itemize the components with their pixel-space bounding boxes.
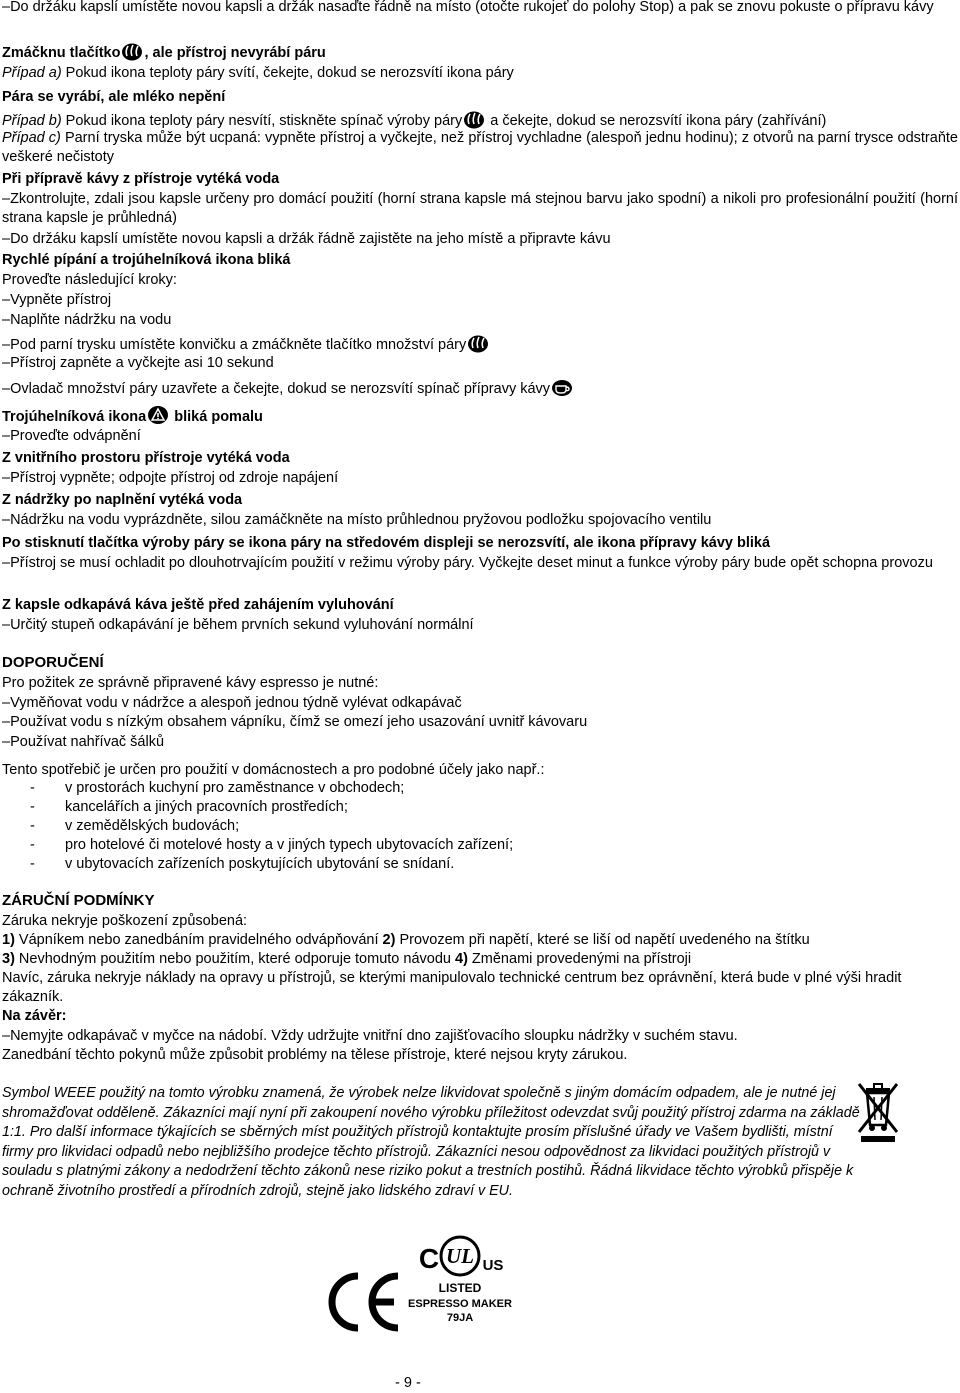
list-item: - v ubytovacích zařízeních poskytujících ubytování se snídaní. [30, 855, 513, 874]
line-dripping-normal: – Určitý stupeň odkapávání je během prvních sekund vyluhování normální [2, 616, 958, 635]
ce-mark-graphic [322, 1268, 404, 1336]
warranty-title: ZÁRUČNÍ PODMÍNKY [2, 892, 155, 909]
heading-milk-not-foaming: Pára se vyrábí, ale mléko nepění [2, 89, 226, 105]
list-item: - v prostorách kuchyní pro zaměstnance v obchodech; [30, 779, 513, 798]
conclusion-line-1: – Nemyjte odkapávač v myčce na nádobí. Vždy udržujte vnitřní dno zajišťovacího sloupku nádržky v suchém stavu. [2, 1027, 958, 1046]
line-step-close-steam: – Ovladač množství páry uzavřete a čekejte, dokud se nerozsvítí spínač přípravy kávy [2, 377, 958, 399]
recommend-title: DOPORUČENÍ [2, 654, 104, 671]
ul-listed-mark [398, 1234, 522, 1326]
line-steps-intro: Proveďte následující kroky: [2, 272, 177, 288]
case-b: Případ b) Pokud ikona teploty páry nesvítí, stiskněte spínač výroby páry a čekejte, dokud se nerozsvítí ikona páry (zahřívání) [2, 109, 958, 131]
line-step-jug: – Pod parní trysku umístěte konvičku a zmáčkněte tlačítko množství páry [2, 333, 958, 355]
warranty-items-3-4: 3) Nevhodným použitím nebo použitím, které odporuje tomuto návodu 4) Změnami provedenými na přístroji [2, 951, 692, 967]
case-c: Případ c) Parní tryska může být ucpaná: vypněte přístroj a vyčkejte, než přístroj vychladne (alespoň jednu hodinu); z otvorů na parní trysce odstraňte veškeré nečistoty [2, 130, 958, 165]
svg-text:ESPRESSO MAKER: ESPRESSO MAKER [408, 1298, 512, 1310]
heading-capsule-drips: Z kapsle odkapává káva ještě před zahájením vyluhování [2, 597, 394, 613]
line-check-capsules: – Zkontrolujte, zdali jsou kapsle určeny pro domácí použití (horní strana kapsle má stejnou barvu jako spodní) a nikoli pro profesionální použití (horní strana kapsle je průhledná) [2, 190, 958, 228]
warranty-intro: Záruka nekryje poškození způsobená: [2, 913, 248, 929]
line-insert-new-capsule: – Do držáku kapslí umístěte novou kapsli a držák řádně zajistěte na jeho místě a připravte kávu [2, 230, 958, 249]
conclusion-title: Na závěr: [2, 1008, 67, 1024]
ul-logo [398, 1234, 522, 1326]
heading-tank-leak: Z nádržky po naplnění vytéká voda [2, 492, 243, 508]
warranty-items-1-2: 1) Vápníkem nebo zanedbáním pravidelného odvápňování 2) Provozem při napětí, které se liší od napětí uvedeného na štítku [2, 932, 810, 948]
list-item: – Vyměňovat vodu v nádržce a alespoň jednou týdně vylévat odkapávač [2, 694, 958, 713]
ce-mark [322, 1268, 404, 1336]
heading-water-leaks: Při přípravě kávy z přístroje vytéká voda [2, 171, 280, 187]
svg-text:79JA: 79JA [446, 1312, 474, 1324]
line-insert-capsule: – Do držáku kapslí umístěte novou kapsli a držák nasaďte řádně na místo (otočte rukojeť do polohy Stop) a pak se znovu pokuste o přípravu kávy [2, 0, 958, 17]
use-list [30, 779, 513, 874]
heading-triangle-slow: Trojúhelníková ikona bliká pomalu [2, 405, 958, 427]
use-intro: Tento spotřebič je určen pro použití v domácnostech a pro podobné účely jako např.: [2, 762, 545, 778]
line-descale: – Proveďte odvápnění [2, 427, 958, 446]
svg-text:LISTED: LISTED [438, 1281, 482, 1295]
svg-text:US: US [482, 1257, 504, 1274]
warranty-extra: Navíc, záruka nekryje náklady na opravy u přístrojů, se kterými manipulovalo technické centrum bez oprávnění, která bude v plné výši hradit zákazník. [2, 970, 902, 1005]
weee-paragraph: Symbol WEEE použitý na tomto výrobku znamená, že výrobek nelze likvidovat společně s jiným domácím odpadem, ale je nutné jej shromažďovat odděleně. Zákazníci mají nyní při zakoupení nového výrobku příležitost odevzdat svůj použitý přístroj zdarma na základě 1:1. Pro další informace týkajících se sběrných míst použitých přístrojů kontaktujte prosím příslušné úřady ve Vašem bydlišti, místní firmy pro likvidaci odpadů nebo nejbližšího prodejce těchto přístrojů. Zákazníci nesou odpovědnost za likvidaci použitých přístrojů v souladu s platnými zákony a nedodržení těchto zákonů nese riziko pokut a trestních postihů. Řádná likvidace těchto výrobků přispěje k ochraně životního prostředí a přírodních zdrojů, stejně jako lidského zdraví v EU. [2, 1085, 860, 1199]
line-cool-down: – Přístroj se musí ochladit po dlouhotrvajícím použití v režimu výroby páry. Vyčkejte deset minut a funkce výroby páry bude opět schopna provozu [2, 554, 958, 573]
svg-text:UL: UL [446, 1244, 474, 1268]
page-number: - 9 - [395, 1375, 421, 1391]
coffee-icon [551, 377, 573, 397]
list-item: - kancelářích a jiných pracovních prostředích; [30, 798, 513, 817]
svg-text:C: C [418, 1243, 440, 1274]
list-item: - v zemědělských budovách; [30, 817, 513, 836]
line-step-switch-off: – Vypněte přístroj [2, 291, 958, 310]
steam-button-icon [463, 109, 485, 129]
list-item: – Používat nahřívač šálků [2, 733, 958, 752]
line-unplug: – Přístroj vypněte; odpojte přístroj od zdroje napájení [2, 469, 958, 488]
line-step-wait: – Přístroj zapněte a vyčkejte asi 10 sekund [2, 354, 958, 373]
recommend-intro: Pro požitek ze správně připravené kávy espresso je nutné: [2, 675, 379, 691]
line-step-fill-tank: – Naplňte nádržku na vodu [2, 311, 958, 330]
heading-fast-beeping: Rychlé pípání a trojúhelníková ikona bliká [2, 252, 291, 268]
list-item: - pro hotelové či motelové hosty a v jiných typech ubytovacích zařízení; [30, 836, 513, 855]
heading-internal-leak: Z vnitřního prostoru přístroje vytéká voda [2, 450, 290, 466]
triangle-warning-icon [147, 405, 169, 425]
steam-button-icon [121, 41, 143, 61]
heading-no-steam: Zmáčknu tlačítko , ale přístroj nevyrábí páru [2, 41, 958, 63]
heading-steam-icon-off: Po stisknutí tlačítka výroby páry se ikona páry na středovém displeji se nerozsvítí, ale ikona přípravy kávy bliká [2, 535, 771, 551]
conclusion-line-2: Zanedbání těchto pokynů může způsobit problémy na tělese přístroje, které nejsou kryty zárukou. [2, 1047, 628, 1063]
list-item: – Používat vodu s nízkým obsahem vápníku, čímž se omezí jeho usazování uvnitř kávovaru [2, 713, 958, 732]
case-a: Případ a) Pokud ikona teploty páry svítí, čekejte, dokud se nerozsvítí ikona páry [2, 65, 514, 81]
steam-button-icon [467, 333, 489, 353]
weee-bin-icon [853, 1080, 905, 1144]
line-valve-gasket: – Nádržku na vodu vyprázdněte, silou zamáčkněte na místo průhlednou pryžovou podložku spojovacího ventilu [2, 511, 958, 530]
